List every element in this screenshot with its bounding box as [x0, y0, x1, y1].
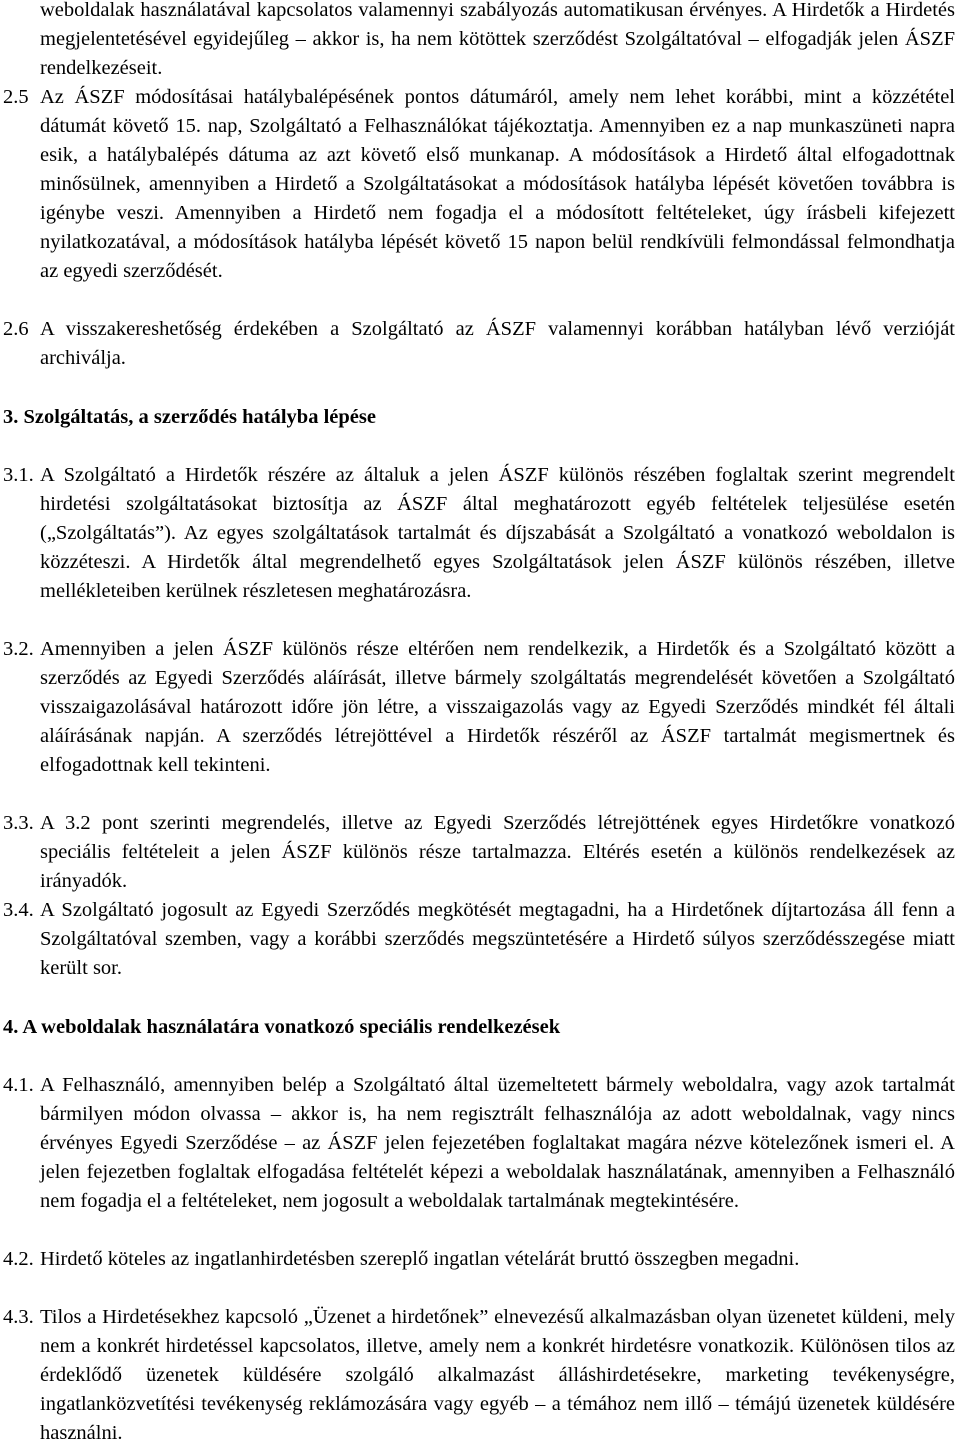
section-4-heading: 4. A weboldalak használatára vonatkozó speciális rendelkezések — [3, 1016, 561, 1038]
clause-4-3 — [3, 1303, 955, 1448]
clause-text: Tilos a Hirdetésekhez kapcsoló „Üzenet a hirdetőnek” elnevezésű alkalmazásban olyan üzenetet küldeni, mely nem a konkrét hirdetéssel kapcsolatos, illetve, amely nem a konkrét hirdetésre vonatkozik. Különösen tilos az érdeklődő üzenetek küldésére szolgáló alkalmazást álláshirdetésekre, marketing tevékenységre, ingatlanközvetítési tevékenység reklámozására vagy egyéb – a témához nem illő – témájú üzenetek küldésére használni. — [40, 1306, 955, 1444]
clause-text: A visszakereshetőség érdekében a Szolgáltató az ÁSZF valamennyi korábban hatályban lévő verzióját archiválja. — [40, 318, 955, 369]
clause-4-1 — [3, 1071, 955, 1216]
clause-text: Hirdető köteles az ingatlanhirdetésben szereplő ingatlan vételárát bruttó összegben megadni. — [40, 1248, 800, 1270]
clause-text: Az ÁSZF módosításai hatálybalépésének pontos dátumáról, amely nem lehet korábbi, mint a közzététel dátumát követő 15. nap, Szolgáltató a Felhasználókat tájékoztatja. Amennyiben ez a nap munkaszüneti napra esik, a hatálybalépés dátuma az azt követő első munkanap. A módosítások a Hirdető által elfogadottnak minősülnek, amennyiben a Hirdető a Szolgáltatásokat a módosítások hatályba lépését követően továbbra is igénybe veszi. Amennyiben a Hirdető nem fogadja el a módosított feltételeket, úgy írásbeli kifejezett nyilatkozatával, a módosítások hatályba lépését követő 15 napon belül rendkívüli felmondással felmondhatja az egyedi szerződését. — [40, 86, 955, 282]
clause-text: Amennyiben a jelen ÁSZF különös része eltérően nem rendelkezik, a Hirdetők és a Szolgáltató között a szerződés az Egyedi Szerződés aláírását, illetve bármely szolgáltatás megrendelését követően a Szolgáltató visszaigazolásával határozott időre jön létre, a visszaigazolás vagy az Egyedi Szerződés mindkét fél általi aláírásának napján. A szerződés létrejöttével a Hirdetők részéről az ÁSZF tartalmát megismertnek és elfogadottnak kell tekinteni. — [40, 638, 955, 776]
clause-number: 3.3. — [3, 812, 34, 834]
clause-3-4 — [3, 896, 955, 983]
clause-text: A Felhasználó, amennyiben belép a Szolgáltató által üzemeltetett bármely weboldalra, vagy azok tartalmát bármilyen módon olvassa – akkor is, ha nem regisztrált felhasználója az adott weboldalnak, vagy nincs érvényes Egyedi Szerződése – az ÁSZF jelen fejezetében foglaltakat magára nézve kötelezőnek ismeri el. A jelen fejezetben foglaltak elfogadása feltételét képezi a weboldalak használatának, amennyiben a Felhasználó nem fogadja el a feltételeket, nem jogosult a weboldalak tartalmának megtekintésére. — [40, 1074, 955, 1212]
clause-number: 3.4. — [3, 899, 34, 921]
clause-2-6 — [3, 315, 955, 373]
clause-4-2 — [3, 1245, 955, 1274]
intro-paragraph: weboldalak használatával kapcsolatos valamennyi szabályozás automatikusan érvényes. A Hirdetők a Hirdetés megjelentetésével egyidejűleg – akkor is, ha nem kötöttek szerződést Szolgáltatóval – elfogadják jelen ÁSZF rendelkezéseit. — [40, 0, 955, 79]
clause-text: A Szolgáltató a Hirdetők részére az általuk a jelen ÁSZF különös részében foglaltak szerint megrendelt hirdetési szolgáltatásokat biztosítja az ÁSZF által meghatározott egyéb feltételek teljesülése esetén („Szolgáltatás”). Az egyes szolgáltatások tartalmát és díjszabását a Szolgáltató a vonatkozó weboldalon is közzéteszi. A Hirdetők által megrendelhető egyes Szolgáltatások jelen ÁSZF különös részében, illetve mellékleteiben kerülnek részletesen meghatározásra. — [40, 464, 955, 602]
clause-number: 2.6 — [3, 318, 29, 340]
clause-2-5 — [3, 83, 955, 286]
clause-number: 3.1. — [3, 464, 34, 486]
clause-3-2 — [3, 635, 955, 780]
clause-text: A Szolgáltató jogosult az Egyedi Szerződés megkötését megtagadni, ha a Hirdetőnek díjtartozása áll fenn a Szolgáltatóval szemben, vagy a korábbi szerződés megszüntetésére a Hirdető súlyos szerződésszegése miatt került sor. — [40, 899, 955, 979]
clause-3-1 — [3, 461, 955, 606]
clause-number: 4.3. — [3, 1306, 34, 1328]
clause-number: 2.5 — [3, 86, 29, 108]
clause-number: 4.1. — [3, 1074, 34, 1096]
section-3-heading: 3. Szolgáltatás, a szerződés hatályba lépése — [3, 406, 376, 428]
clause-number: 4.2. — [3, 1248, 34, 1270]
clause-3-3 — [3, 809, 955, 896]
clause-number: 3.2. — [3, 638, 34, 660]
clause-text: A 3.2 pont szerinti megrendelés, illetve az Egyedi Szerződés létrejöttének egyes Hirdetőkre vonatkozó speciális feltételeit a jelen ÁSZF különös része tartalmazza. Eltérés esetén a különös rendelkezések az irányadók. — [40, 812, 955, 892]
